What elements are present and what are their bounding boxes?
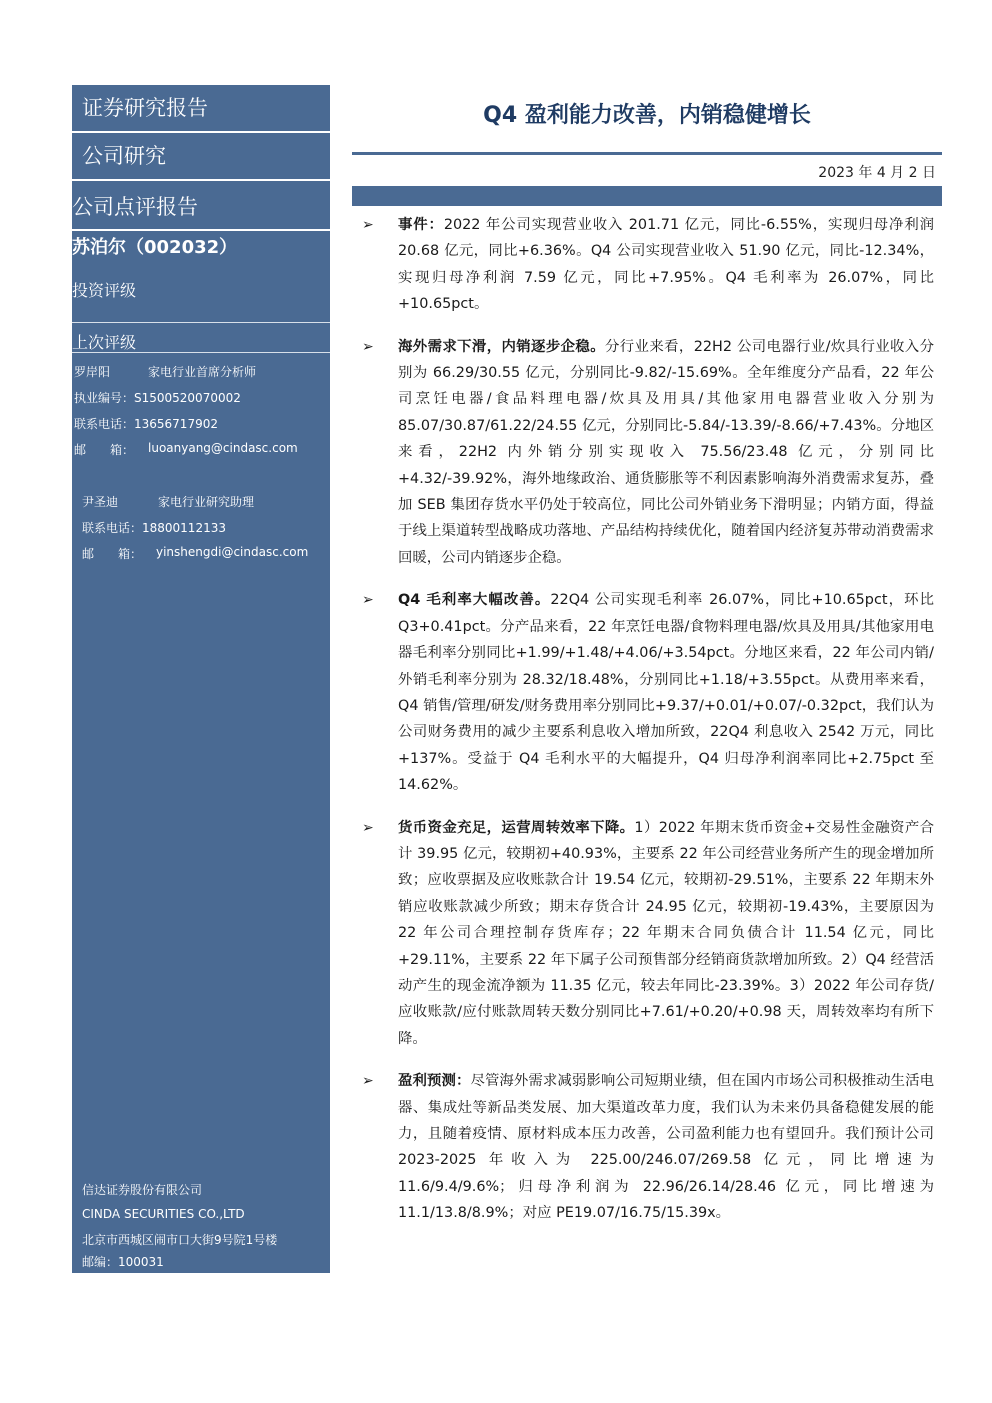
arrow-bullet-icon: ➢ bbox=[362, 592, 374, 609]
sidebar-band-subtype bbox=[72, 181, 330, 229]
analyst-name: 尹圣迪 bbox=[82, 495, 119, 509]
paragraph-overseas-demand bbox=[362, 334, 934, 572]
paragraph-lead: 盈利预测： bbox=[398, 1073, 471, 1090]
header-bar bbox=[352, 186, 942, 206]
paragraph-lead: 海外需求下滑，内销逐步企稳。 bbox=[398, 338, 605, 355]
arrow-bullet-icon: ➢ bbox=[362, 217, 374, 233]
rating-divider bbox=[72, 322, 330, 323]
arrow-bullet-icon: ➢ bbox=[362, 1073, 374, 1090]
company-name: 苏泊尔（002032） bbox=[72, 237, 238, 258]
paragraph-lead: 货币资金充足，运营周转效率下降。 bbox=[398, 819, 635, 836]
report-type-label: 证券研究报告 bbox=[82, 96, 208, 120]
paragraph-cash-turnover bbox=[362, 815, 934, 1053]
rating-label: 投资评级 bbox=[72, 281, 137, 300]
report-title: Q4 盈利能力改善，内销稳健增长 bbox=[483, 103, 811, 128]
paragraph-text: 分行业来看，22H2 公司电器行业/炊具行业收入分别为 66.29/30.55 亿元，分别同比-9.82/-15.69%。全年维度分产品看，22 年公司烹饪电器/食品料理电器/炊具及用具/其他家用电器营业收入分别为 85.07/30.87/61.22/24.55 亿元，分别同比-5.84/-13.39/-8.66/+7.43%。分地区来看，22H2 内外销分别实现收入 75.56/23.48 亿元，分别同比+4.32/-39.92%，海外地缘政治、通货膨胀等不利因素影响海外消费需求复苏，叠加 SEB 集团存货水平仍处于较高位，同比公司外销业务下滑明显；内销方面，得益于线上渠道转型战略成功落地、产品结构持续优化，随着国内经济复苏带动消费需求回暖，公司内销逐步企稳。 bbox=[398, 338, 934, 566]
paragraph-gross-margin bbox=[362, 587, 934, 798]
sidebar-divider bbox=[72, 229, 330, 231]
paragraph-forecast bbox=[362, 1068, 934, 1226]
analyst-email[interactable]: yinshengdi@cindasc.com bbox=[156, 545, 309, 559]
analyst-phone: 联系电话：13656717902 bbox=[74, 417, 218, 431]
analyst-title: 家电行业首席分析师 bbox=[148, 365, 257, 379]
rating-divider bbox=[72, 352, 330, 353]
arrow-bullet-icon: ➢ bbox=[362, 819, 374, 836]
analyst-phone: 联系电话：18800112133 bbox=[82, 521, 226, 535]
report-date: 2023 年 4 月 2 日 bbox=[818, 165, 936, 181]
firm-address: 北京市西城区闹市口大街9号院1号楼 bbox=[82, 1233, 278, 1247]
sidebar-band-report-type bbox=[72, 85, 330, 131]
analyst-title: 家电行业研究助理 bbox=[158, 495, 255, 509]
paragraph-text: 1）2022 年期末货币资金+交易性金融资产合计 39.95 亿元，较期初+40.93%，主要系 22 年公司经营业务所产生的现金增加所致；应收票据及应收账款合计 19.54 亿元，较期初-29.51%，主要系 22 年期末外销应收账款减少所致；期末存货合计 24.95 亿元，较期初-19.43%，主要原因为 22 年公司合理控制存货库存；22 年期末合同负债合计 11.54 亿元，同比+29.11%，主要系 22 年下属子公司预售部分经销商货款增加所致。2）Q4 经营活动产生的现金流净额为 11.35 亿元，较去年同比-23.39%。3）2022 年公司存货/应收账款/应付账款周转天数分别同比+7.61/+0.20/+0.98 天，周转效率均有所下降。 bbox=[398, 819, 934, 1047]
paragraph-event bbox=[362, 212, 934, 318]
paragraph-lead: Q4 毛利率大幅改善。 bbox=[398, 592, 551, 609]
subtype-label: 公司点评报告 bbox=[72, 195, 198, 219]
paragraph-text: 22Q4 公司实现毛利率 26.07%，同比+10.65pct，环比 Q3+0.41pct。分产品来看，22 年烹饪电器/食物料理电器/炊具及用具/其他家用电器毛利率分别同比+1.99/+1.48/+4.06/+3.54pct。分地区来看，22 年公司内销/外销毛利率分别为 28.32/18.48%，分别同比+1.18/+3.55pct。从费用率来看，Q4 销售/管理/研发/财务费用率分别同比+9.37/+0.01/+0.07/-0.32pct，我们认为公司财务费用的减少主要系利息收入增加所致，22Q4 利息收入 2542 万元，同比+137%。受益于 Q4 毛利水平的大幅提升，Q4 归母净利润率同比+2.75pct 至 14.62%。 bbox=[398, 592, 934, 794]
sidebar bbox=[72, 85, 330, 1273]
category-label: 公司研究 bbox=[82, 144, 166, 168]
analyst-email-label: 邮 箱： bbox=[74, 443, 135, 457]
arrow-bullet-icon: ➢ bbox=[362, 338, 374, 355]
analyst-email-label: 邮 箱： bbox=[82, 547, 143, 561]
paragraph-text: 尽管海外需求减弱影响公司短期业绩，但在国内市场公司积极推动生活电器、集成灶等新品类发展、加大渠道改革力度，我们认为未来仍具备稳健发展的能力，且随着疫情、原材料成本压力改善，公司盈利能力也有望回升。我们预计公司 2023-2025 年收入为 225.00/246.07/269.58 亿元，同比增速为 11.6/9.4/9.6%；归母净利润为 22.96/26.14/28.46 亿元，同比增速为 11.1/13.8/8.9%；对应 PE19.07/16.75/15.39x。 bbox=[398, 1073, 934, 1222]
analyst-license: 执业编号：S1500520070002 bbox=[74, 391, 241, 405]
firm-name-en: CINDA SECURITIES CO.,LTD bbox=[82, 1207, 245, 1221]
firm-name-cn: 信达证券股份有限公司 bbox=[82, 1183, 203, 1197]
paragraph-lead: 事件： bbox=[398, 217, 444, 233]
sidebar-band-category bbox=[72, 133, 330, 179]
firm-postcode: 邮编：100031 bbox=[82, 1255, 164, 1269]
title-underline bbox=[352, 152, 942, 155]
analyst-email[interactable]: luoanyang@cindasc.com bbox=[148, 441, 298, 455]
prev-rating-label: 上次评级 bbox=[72, 333, 137, 352]
paragraph-text: 2022 年公司实现营业收入 201.71 亿元，同比-6.55%，实现归母净利润 20.68 亿元，同比+6.36%。Q4 公司实现营业收入 51.90 亿元，同比-12.34%，实现归母净利润 7.59 亿元，同比+7.95%。Q4 毛利率为 26.07%，同比+10.65pct。 bbox=[398, 217, 934, 313]
analyst-name: 罗岸阳 bbox=[74, 365, 111, 379]
report-body bbox=[362, 212, 934, 1243]
